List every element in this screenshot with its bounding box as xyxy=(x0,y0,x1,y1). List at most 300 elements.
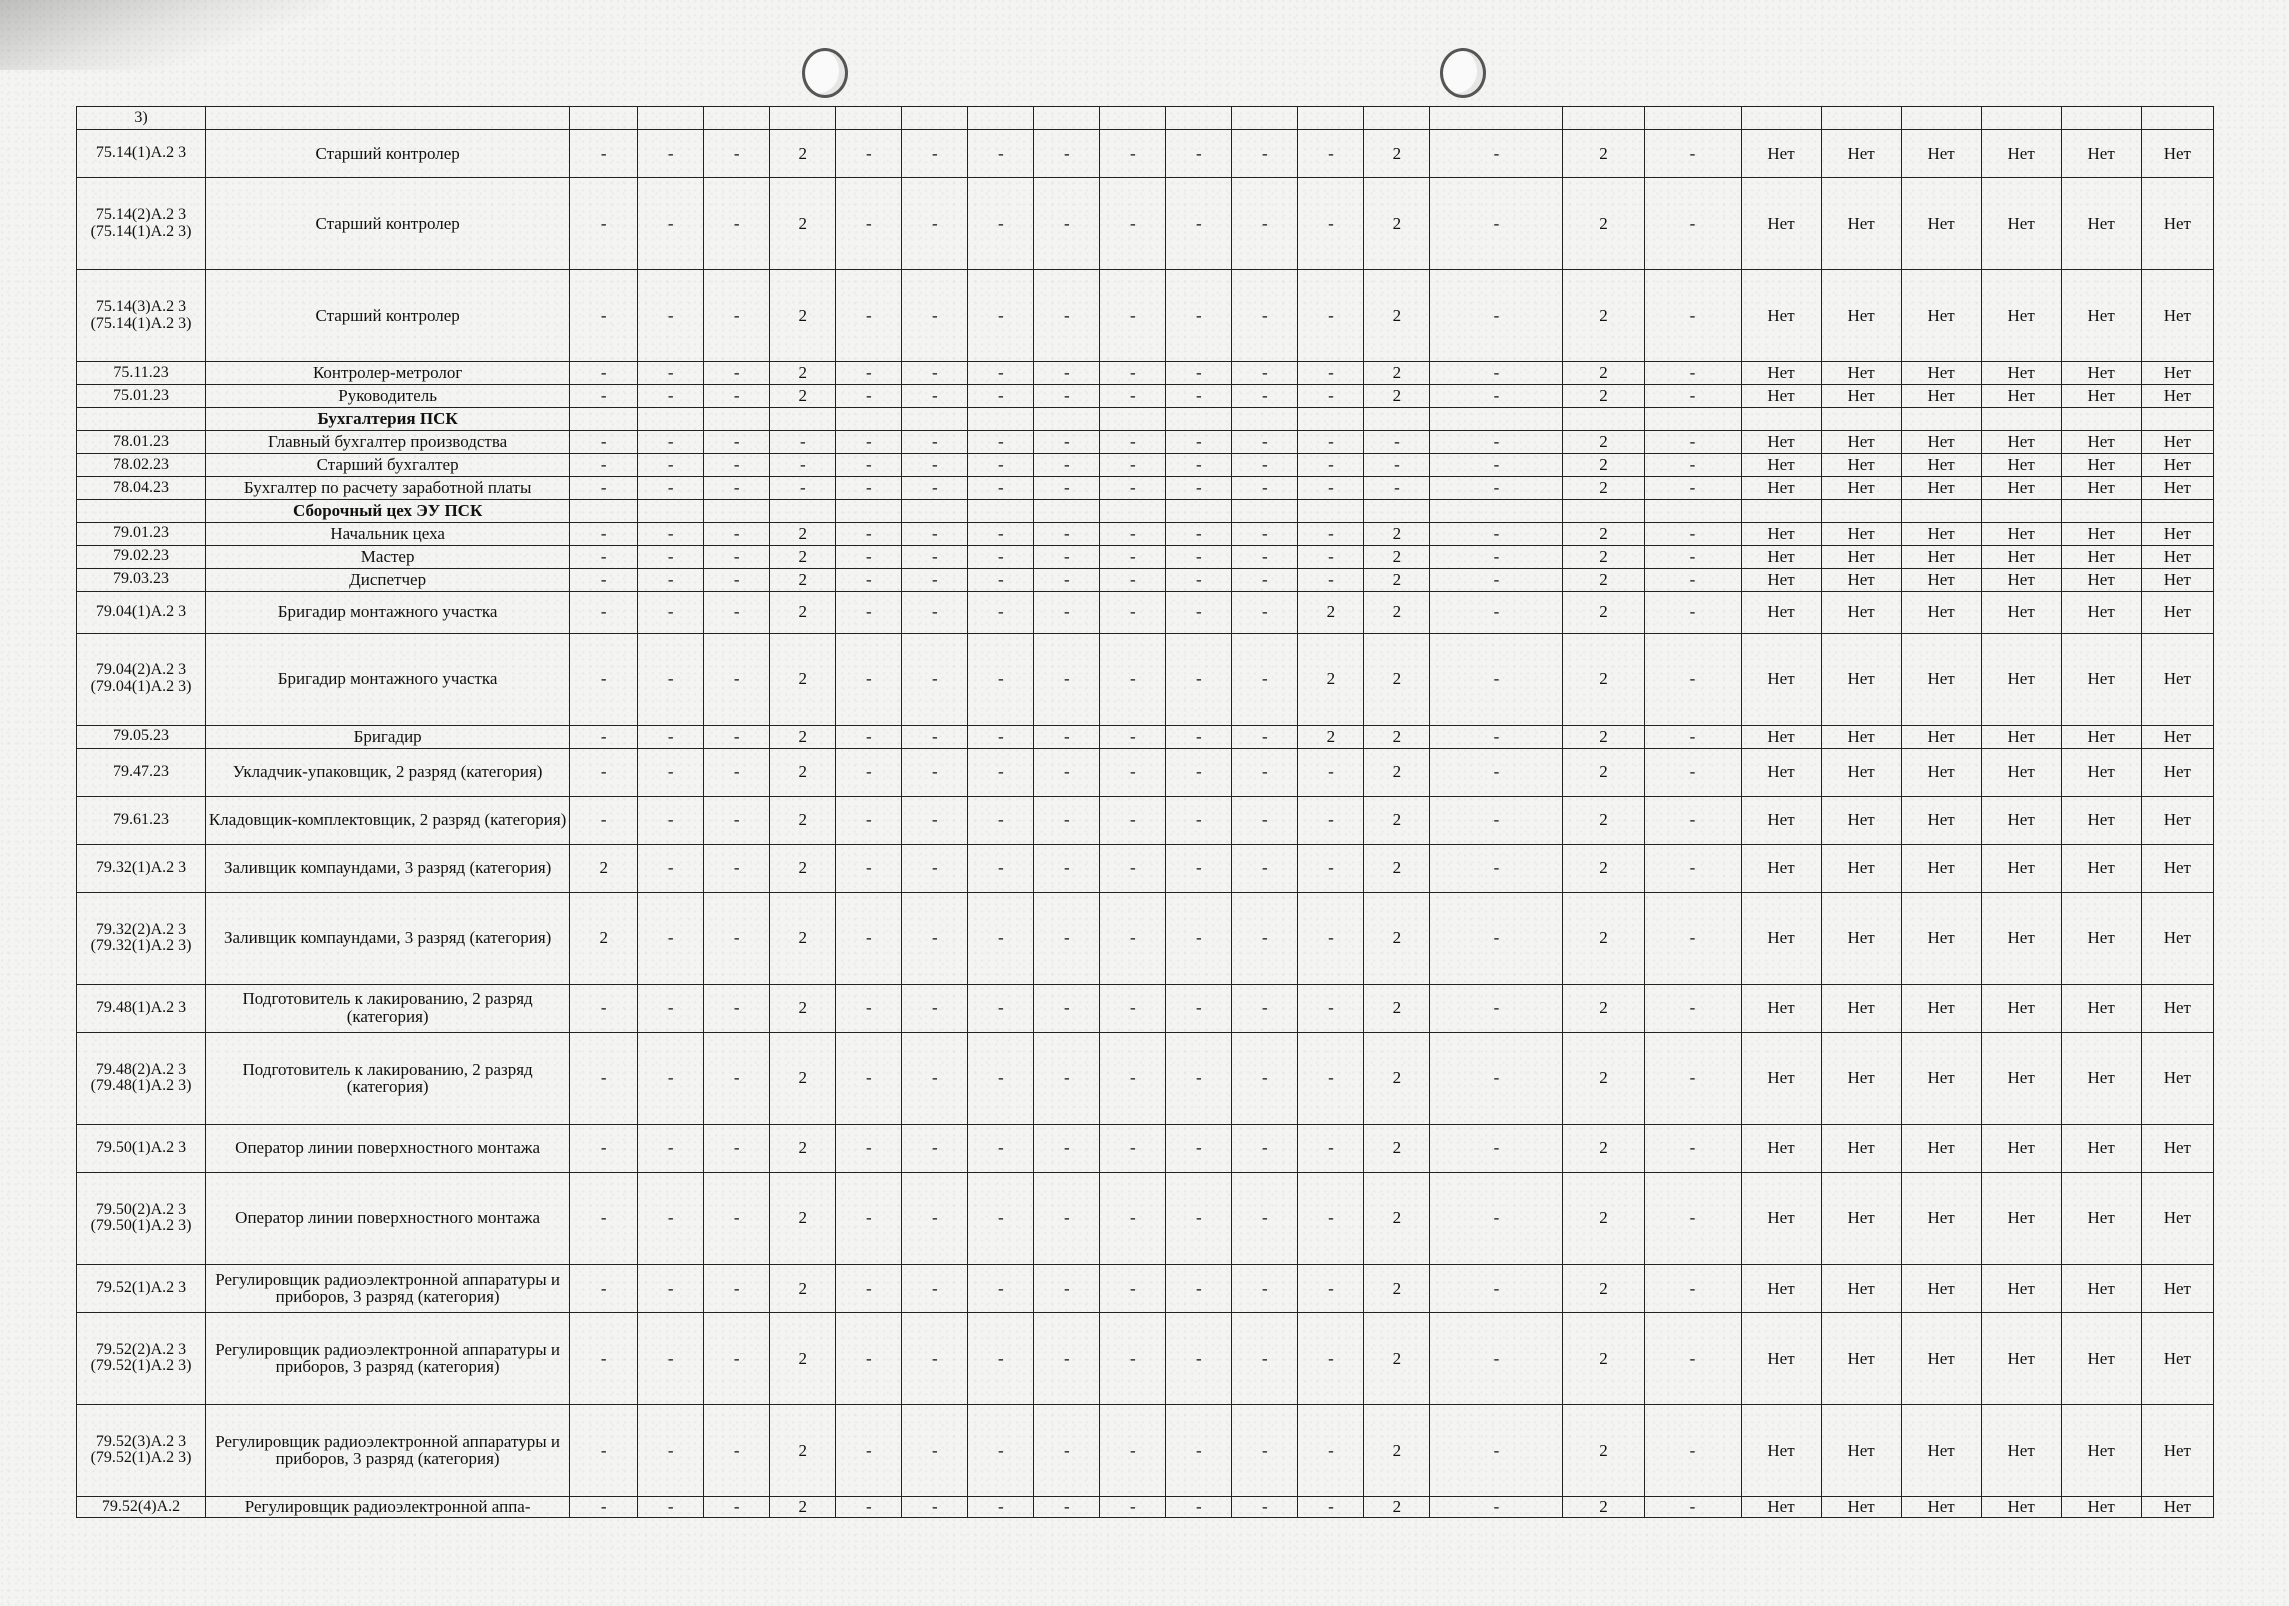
row-code: 79.02.23 xyxy=(77,545,206,568)
factor-class-cell: 2 xyxy=(1563,748,1644,796)
empty-cell xyxy=(770,107,836,130)
yes-no-cell: Нет xyxy=(2141,522,2213,545)
factor-class-cell: - xyxy=(902,1032,968,1124)
factor-class-cell xyxy=(902,499,968,522)
factor-class-cell: - xyxy=(836,892,902,984)
factor-class-cell: - xyxy=(638,844,704,892)
factor-class-cell xyxy=(1166,499,1232,522)
factor-class-cell: - xyxy=(902,725,968,748)
factor-class-cell: - xyxy=(1298,129,1364,177)
yes-no-cell xyxy=(2061,499,2141,522)
factor-class-cell: 2 xyxy=(770,178,836,270)
factor-class-cell: - xyxy=(1166,129,1232,177)
yes-no-cell: Нет xyxy=(2141,1404,2213,1496)
factor-class-cell: 2 xyxy=(1364,725,1430,748)
factor-class-cell: - xyxy=(1644,178,1741,270)
yes-no-cell: Нет xyxy=(2141,384,2213,407)
factor-class-cell: - xyxy=(704,633,770,725)
row-code: 79.01.23 xyxy=(77,522,206,545)
factor-class-cell: - xyxy=(836,1172,902,1264)
yes-no-cell: Нет xyxy=(1901,1404,1981,1496)
factor-class-cell: - xyxy=(968,844,1034,892)
factor-class-cell: - xyxy=(1298,1124,1364,1172)
table-row xyxy=(77,1172,2214,1264)
factor-class-cell xyxy=(770,407,836,430)
factor-class-cell: - xyxy=(1430,796,1563,844)
position-title: Оператор линии поверхностного монтажа xyxy=(206,1124,570,1172)
factor-class-cell: - xyxy=(638,430,704,453)
section-title: Бухгалтерия ПСК xyxy=(206,407,570,430)
factor-class-cell: - xyxy=(902,453,968,476)
yes-no-cell: Нет xyxy=(1821,362,1901,385)
factor-class-cell: - xyxy=(1232,1404,1298,1496)
yes-no-cell xyxy=(1821,499,1901,522)
empty-cell xyxy=(1644,107,1741,130)
factor-class-cell: 2 xyxy=(1364,270,1430,362)
factor-class-cell: - xyxy=(1298,522,1364,545)
factor-class-cell: - xyxy=(902,796,968,844)
yes-no-cell: Нет xyxy=(1741,1172,1821,1264)
factor-class-cell: - xyxy=(1100,844,1166,892)
yes-no-cell xyxy=(1901,499,1981,522)
factor-class-cell xyxy=(1034,499,1100,522)
punch-hole-left xyxy=(802,48,848,98)
yes-no-cell: Нет xyxy=(1741,1404,1821,1496)
factor-class-cell: - xyxy=(1298,1496,1364,1517)
factor-class-cell: - xyxy=(1166,1172,1232,1264)
position-title: Укладчик-упаковщик, 2 разряд (категория) xyxy=(206,748,570,796)
factor-class-cell: - xyxy=(902,430,968,453)
factor-class-cell: - xyxy=(570,796,638,844)
factor-class-cell: - xyxy=(1644,591,1741,633)
factor-class-cell: 2 xyxy=(770,748,836,796)
factor-class-cell: - xyxy=(836,568,902,591)
factor-class-cell: - xyxy=(638,129,704,177)
factor-class-cell: - xyxy=(968,1172,1034,1264)
factor-class-cell: - xyxy=(836,270,902,362)
yes-no-cell: Нет xyxy=(1821,1312,1901,1404)
position-title: Заливщик компаундами, 3 разряд (категория) xyxy=(206,844,570,892)
factor-class-cell: - xyxy=(1644,476,1741,499)
factor-class-cell: - xyxy=(1644,984,1741,1032)
factor-class-cell: 2 xyxy=(1563,844,1644,892)
factor-class-cell: 2 xyxy=(1298,633,1364,725)
factor-class-cell: - xyxy=(968,430,1034,453)
factor-class-cell: - xyxy=(570,1404,638,1496)
factor-class-cell: - xyxy=(1232,892,1298,984)
row-code: 79.48(2)А.2 3 (79.48(1)А.2 3) xyxy=(77,1032,206,1124)
row-code: 75.14(1)А.2 3 xyxy=(77,129,206,177)
factor-class-cell: 2 xyxy=(1563,1312,1644,1404)
factor-class-cell: - xyxy=(1232,796,1298,844)
yes-no-cell: Нет xyxy=(2061,796,2141,844)
empty-cell xyxy=(704,107,770,130)
row-code: 3) xyxy=(77,107,206,130)
row-code: 75.01.23 xyxy=(77,384,206,407)
factor-class-cell: - xyxy=(570,591,638,633)
factor-class-cell: - xyxy=(1100,1404,1166,1496)
factor-class-cell: - xyxy=(570,522,638,545)
factor-class-cell: - xyxy=(1232,984,1298,1032)
factor-class-cell: - xyxy=(1232,1124,1298,1172)
factor-class-cell: - xyxy=(704,748,770,796)
factor-class-cell: - xyxy=(968,270,1034,362)
factor-class-cell: - xyxy=(1430,178,1563,270)
position-title: Старший контролер xyxy=(206,178,570,270)
yes-no-cell: Нет xyxy=(1741,362,1821,385)
empty-cell xyxy=(836,107,902,130)
row-code xyxy=(77,499,206,522)
factor-class-cell: - xyxy=(836,522,902,545)
yes-no-cell: Нет xyxy=(2061,633,2141,725)
empty-cell xyxy=(206,107,570,130)
yes-no-cell: Нет xyxy=(1901,1496,1981,1517)
yes-no-cell xyxy=(2141,407,2213,430)
factor-class-cell xyxy=(704,407,770,430)
factor-class-cell: - xyxy=(1298,984,1364,1032)
yes-no-cell: Нет xyxy=(1741,568,1821,591)
yes-no-cell: Нет xyxy=(1821,568,1901,591)
factor-class-cell: - xyxy=(1644,1496,1741,1517)
yes-no-cell xyxy=(1741,407,1821,430)
yes-no-cell xyxy=(1981,499,2061,522)
position-title: Бригадир монтажного участка xyxy=(206,591,570,633)
factor-class-cell: 2 xyxy=(770,1032,836,1124)
yes-no-cell: Нет xyxy=(2141,362,2213,385)
yes-no-cell: Нет xyxy=(1981,1172,2061,1264)
factor-class-cell: - xyxy=(1430,522,1563,545)
factor-class-cell: 2 xyxy=(770,796,836,844)
factor-class-cell xyxy=(1364,499,1430,522)
yes-no-cell: Нет xyxy=(1741,591,1821,633)
factor-class-cell: - xyxy=(836,453,902,476)
factor-class-cell: 2 xyxy=(770,1312,836,1404)
factor-class-cell: - xyxy=(1232,178,1298,270)
factor-class-cell: - xyxy=(1232,430,1298,453)
factor-class-cell xyxy=(770,499,836,522)
yes-no-cell: Нет xyxy=(1981,362,2061,385)
yes-no-cell: Нет xyxy=(1821,633,1901,725)
table-row xyxy=(77,633,2214,725)
factor-class-cell: - xyxy=(1166,568,1232,591)
factor-class-cell: 2 xyxy=(1364,844,1430,892)
yes-no-cell: Нет xyxy=(1741,796,1821,844)
position-title: Бригадир xyxy=(206,725,570,748)
factor-class-cell xyxy=(1100,407,1166,430)
factor-class-cell: - xyxy=(902,1124,968,1172)
factor-class-cell: - xyxy=(902,476,968,499)
factor-class-cell: - xyxy=(1430,892,1563,984)
position-title: Бригадир монтажного участка xyxy=(206,633,570,725)
factor-class-cell: 2 xyxy=(1563,1404,1644,1496)
empty-cell xyxy=(968,107,1034,130)
empty-cell xyxy=(1741,107,1821,130)
yes-no-cell: Нет xyxy=(1981,984,2061,1032)
yes-no-cell: Нет xyxy=(1741,892,1821,984)
factor-class-cell: 2 xyxy=(1364,1032,1430,1124)
factor-class-cell: - xyxy=(1100,1312,1166,1404)
yes-no-cell xyxy=(2061,407,2141,430)
factor-class-cell: - xyxy=(570,476,638,499)
factor-class-cell: 2 xyxy=(1563,892,1644,984)
position-title: Регулировщик радиоэлектронной аппа- xyxy=(206,1496,570,1517)
factor-class-cell: - xyxy=(1430,476,1563,499)
factor-class-cell: 2 xyxy=(1563,1124,1644,1172)
factor-class-cell: - xyxy=(1034,178,1100,270)
table-row xyxy=(77,453,2214,476)
yes-no-cell: Нет xyxy=(1901,725,1981,748)
factor-class-cell: - xyxy=(1034,362,1100,385)
factor-class-cell: - xyxy=(1034,1312,1100,1404)
factor-class-cell: 2 xyxy=(1364,892,1430,984)
yes-no-cell: Нет xyxy=(1741,384,1821,407)
factor-class-cell xyxy=(1166,407,1232,430)
position-title: Регулировщик радиоэлектронной аппаратуры и приборов, 3 разряд (категория) xyxy=(206,1404,570,1496)
yes-no-cell: Нет xyxy=(1821,270,1901,362)
factor-class-cell: - xyxy=(570,633,638,725)
row-code: 79.03.23 xyxy=(77,568,206,591)
factor-class-cell: 2 xyxy=(1563,430,1644,453)
yes-no-cell: Нет xyxy=(2061,725,2141,748)
working-conditions-table xyxy=(76,106,2214,1518)
yes-no-cell: Нет xyxy=(1981,844,2061,892)
factor-class-cell: - xyxy=(570,725,638,748)
empty-cell xyxy=(1901,107,1981,130)
factor-class-cell: - xyxy=(1430,568,1563,591)
factor-class-cell: - xyxy=(704,984,770,1032)
table-row xyxy=(77,1496,2214,1517)
factor-class-cell: - xyxy=(1034,725,1100,748)
factor-class-cell: - xyxy=(902,178,968,270)
factor-class-cell: - xyxy=(638,633,704,725)
factor-class-cell: - xyxy=(704,362,770,385)
factor-class-cell: - xyxy=(570,1312,638,1404)
factor-class-cell xyxy=(968,499,1034,522)
factor-class-cell: - xyxy=(1644,1124,1741,1172)
factor-class-cell: 2 xyxy=(770,844,836,892)
factor-class-cell: - xyxy=(968,545,1034,568)
factor-class-cell: - xyxy=(1430,430,1563,453)
factor-class-cell: 2 xyxy=(770,1404,836,1496)
factor-class-cell: - xyxy=(1100,796,1166,844)
yes-no-cell: Нет xyxy=(1821,725,1901,748)
factor-class-cell: - xyxy=(1430,984,1563,1032)
table-row xyxy=(77,1124,2214,1172)
factor-class-cell xyxy=(968,407,1034,430)
table-body xyxy=(77,107,2214,1518)
factor-class-cell: - xyxy=(704,1264,770,1312)
factor-class-cell: 2 xyxy=(1364,178,1430,270)
yes-no-cell: Нет xyxy=(1901,591,1981,633)
yes-no-cell: Нет xyxy=(1741,844,1821,892)
factor-class-cell: - xyxy=(570,270,638,362)
factor-class-cell: - xyxy=(1430,1496,1563,1517)
row-code: 79.48(1)А.2 3 xyxy=(77,984,206,1032)
table-row xyxy=(77,748,2214,796)
yes-no-cell: Нет xyxy=(1901,892,1981,984)
empty-cell xyxy=(1821,107,1901,130)
yes-no-cell: Нет xyxy=(2061,1312,2141,1404)
factor-class-cell: - xyxy=(1166,748,1232,796)
yes-no-cell: Нет xyxy=(2141,1124,2213,1172)
factor-class-cell: - xyxy=(1034,1124,1100,1172)
position-title: Подготовитель к лакированию, 2 разряд (категория) xyxy=(206,984,570,1032)
factor-class-cell: 2 xyxy=(1563,796,1644,844)
table-row xyxy=(77,362,2214,385)
factor-class-cell: - xyxy=(1166,844,1232,892)
factor-class-cell: 2 xyxy=(1563,476,1644,499)
factor-class-cell: - xyxy=(1034,453,1100,476)
row-code: 79.04(2)А.2 3 (79.04(1)А.2 3) xyxy=(77,633,206,725)
factor-class-cell: - xyxy=(902,844,968,892)
factor-class-cell: - xyxy=(1430,453,1563,476)
factor-class-cell: 2 xyxy=(1364,568,1430,591)
factor-class-cell: - xyxy=(1100,178,1166,270)
factor-class-cell: - xyxy=(638,1312,704,1404)
row-code: 79.32(1)А.2 3 xyxy=(77,844,206,892)
factor-class-cell: - xyxy=(1644,748,1741,796)
factor-class-cell: - xyxy=(1100,476,1166,499)
factor-class-cell: - xyxy=(638,1496,704,1517)
yes-no-cell: Нет xyxy=(1821,984,1901,1032)
factor-class-cell: - xyxy=(638,1404,704,1496)
yes-no-cell: Нет xyxy=(2061,178,2141,270)
factor-class-cell: - xyxy=(1100,892,1166,984)
section-header-row xyxy=(77,407,2214,430)
factor-class-cell: - xyxy=(902,892,968,984)
position-title: Старший бухгалтер xyxy=(206,453,570,476)
factor-class-cell: - xyxy=(570,1124,638,1172)
empty-cell xyxy=(2061,107,2141,130)
yes-no-cell: Нет xyxy=(2061,1172,2141,1264)
factor-class-cell: - xyxy=(1034,844,1100,892)
yes-no-cell: Нет xyxy=(1981,568,2061,591)
factor-class-cell: - xyxy=(902,1172,968,1264)
factor-class-cell: - xyxy=(638,748,704,796)
yes-no-cell: Нет xyxy=(1741,633,1821,725)
yes-no-cell: Нет xyxy=(1981,270,2061,362)
factor-class-cell: - xyxy=(638,1032,704,1124)
yes-no-cell: Нет xyxy=(2061,384,2141,407)
factor-class-cell: 2 xyxy=(1364,796,1430,844)
factor-class-cell: - xyxy=(1166,633,1232,725)
yes-no-cell: Нет xyxy=(1981,430,2061,453)
factor-class-cell: - xyxy=(704,892,770,984)
factor-class-cell: 2 xyxy=(1364,748,1430,796)
factor-class-cell: 2 xyxy=(570,892,638,984)
factor-class-cell: - xyxy=(1430,844,1563,892)
yes-no-cell: Нет xyxy=(1741,178,1821,270)
yes-no-cell: Нет xyxy=(1821,748,1901,796)
factor-class-cell xyxy=(1100,499,1166,522)
yes-no-cell: Нет xyxy=(1901,362,1981,385)
empty-cell xyxy=(1166,107,1232,130)
factor-class-cell: - xyxy=(1298,892,1364,984)
factor-class-cell: - xyxy=(1430,1172,1563,1264)
yes-no-cell: Нет xyxy=(2061,1264,2141,1312)
factor-class-cell: - xyxy=(1100,270,1166,362)
factor-class-cell: - xyxy=(1166,430,1232,453)
factor-class-cell: - xyxy=(968,984,1034,1032)
position-title: Руководитель xyxy=(206,384,570,407)
row-code: 79.05.23 xyxy=(77,725,206,748)
factor-class-cell: 2 xyxy=(1298,725,1364,748)
factor-class-cell xyxy=(570,407,638,430)
factor-class-cell: - xyxy=(570,1172,638,1264)
factor-class-cell: 2 xyxy=(1563,362,1644,385)
factor-class-cell: - xyxy=(570,1264,638,1312)
factor-class-cell: - xyxy=(968,748,1034,796)
factor-class-cell: - xyxy=(1644,545,1741,568)
yes-no-cell: Нет xyxy=(2061,1496,2141,1517)
factor-class-cell: - xyxy=(570,568,638,591)
yes-no-cell: Нет xyxy=(2061,568,2141,591)
position-title: Диспетчер xyxy=(206,568,570,591)
factor-class-cell: 2 xyxy=(1364,384,1430,407)
yes-no-cell: Нет xyxy=(1821,476,1901,499)
factor-class-cell: - xyxy=(836,796,902,844)
row-code: 79.61.23 xyxy=(77,796,206,844)
factor-class-cell: - xyxy=(1100,748,1166,796)
factor-class-cell: - xyxy=(968,633,1034,725)
factor-class-cell: - xyxy=(1298,453,1364,476)
factor-class-cell: - xyxy=(638,522,704,545)
yes-no-cell: Нет xyxy=(1981,725,2061,748)
factor-class-cell: - xyxy=(1298,1404,1364,1496)
factor-class-cell: 2 xyxy=(1563,725,1644,748)
yes-no-cell: Нет xyxy=(2141,129,2213,177)
yes-no-cell: Нет xyxy=(2141,476,2213,499)
yes-no-cell: Нет xyxy=(1981,129,2061,177)
factor-class-cell: - xyxy=(1232,129,1298,177)
factor-class-cell: - xyxy=(1166,796,1232,844)
factor-class-cell: - xyxy=(1298,362,1364,385)
factor-class-cell: - xyxy=(1166,1496,1232,1517)
factor-class-cell: - xyxy=(1430,1264,1563,1312)
row-code: 75.14(2)А.2 3 (75.14(1)А.2 3) xyxy=(77,178,206,270)
factor-class-cell: - xyxy=(902,1264,968,1312)
yes-no-cell xyxy=(2141,499,2213,522)
factor-class-cell: - xyxy=(902,1496,968,1517)
factor-class-cell: 2 xyxy=(770,1264,836,1312)
factor-class-cell: - xyxy=(570,545,638,568)
factor-class-cell: - xyxy=(1232,1172,1298,1264)
yes-no-cell: Нет xyxy=(1821,796,1901,844)
empty-cell xyxy=(638,107,704,130)
factor-class-cell: - xyxy=(1644,129,1741,177)
factor-class-cell: - xyxy=(836,362,902,385)
factor-class-cell: - xyxy=(902,568,968,591)
factor-class-cell: - xyxy=(1100,984,1166,1032)
factor-class-cell: - xyxy=(1644,270,1741,362)
factor-class-cell: - xyxy=(704,1496,770,1517)
factor-class-cell: - xyxy=(638,1172,704,1264)
position-title: Мастер xyxy=(206,545,570,568)
position-title: Бухгалтер по расчету заработной платы xyxy=(206,476,570,499)
yes-no-cell: Нет xyxy=(2141,796,2213,844)
factor-class-cell: - xyxy=(902,545,968,568)
factor-class-cell: 2 xyxy=(1563,568,1644,591)
factor-class-cell: - xyxy=(836,1404,902,1496)
yes-no-cell: Нет xyxy=(1821,453,1901,476)
factor-class-cell: - xyxy=(968,1312,1034,1404)
factor-class-cell: - xyxy=(1034,545,1100,568)
factor-class-cell: - xyxy=(836,633,902,725)
factor-class-cell: - xyxy=(1430,633,1563,725)
factor-class-cell: - xyxy=(1232,476,1298,499)
factor-class-cell: - xyxy=(968,1124,1034,1172)
row-code: 78.01.23 xyxy=(77,430,206,453)
